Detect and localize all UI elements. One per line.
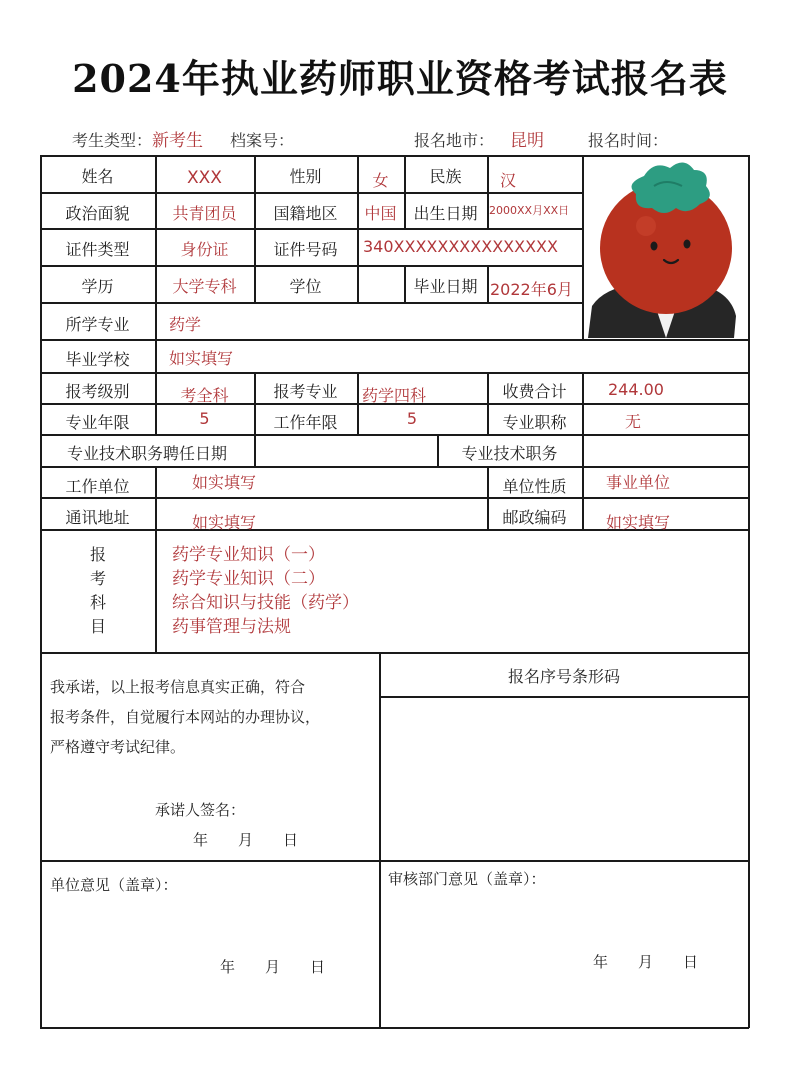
name-label: 姓名 bbox=[81, 167, 114, 186]
unit-nature-label: 单位性质 bbox=[502, 477, 567, 496]
birth-value: 2000XX月XX日 bbox=[489, 204, 570, 217]
grad-date-value: 2022年6月 bbox=[490, 280, 573, 299]
gender-label: 性别 bbox=[289, 167, 322, 186]
work-unit-label: 工作单位 bbox=[65, 477, 130, 496]
level-label: 报考级别 bbox=[65, 382, 130, 401]
address-label: 通讯地址 bbox=[65, 508, 130, 527]
subject-item: 药事管理与法规 bbox=[172, 617, 291, 637]
photo bbox=[584, 156, 747, 338]
barcode-label: 报名序号条形码 bbox=[507, 667, 620, 686]
time-label: 报名时间： bbox=[588, 131, 669, 150]
idtype-value: 身份证 bbox=[180, 240, 229, 259]
work-years-label: 工作年限 bbox=[273, 413, 338, 432]
gender-value: 女 bbox=[372, 171, 389, 190]
unit-opinion-date: 年 月 日 bbox=[220, 958, 326, 976]
pledge-date: 年 月 日 bbox=[193, 831, 299, 849]
title-label: 专业职称 bbox=[502, 413, 567, 432]
idnum-value: 340XXXXXXXXXXXXXXX bbox=[363, 237, 558, 256]
title-value: 无 bbox=[625, 412, 642, 431]
grad-date-label: 毕业日期 bbox=[413, 277, 478, 296]
review-opinion-label: 审核部门意见（盖章）： bbox=[388, 870, 546, 888]
subjects-label: 报 考 科 目 bbox=[89, 545, 106, 636]
major-years-label: 专业年限 bbox=[65, 413, 130, 432]
birth-label: 出生日期 bbox=[413, 204, 478, 223]
tech-post-label: 专业技术职务 bbox=[461, 444, 558, 463]
location-value: 昆明 bbox=[510, 131, 544, 151]
postcode-value: 如实填写 bbox=[606, 513, 671, 532]
postcode-label: 邮政编码 bbox=[502, 508, 567, 527]
nationality-label: 国籍地区 bbox=[273, 204, 338, 223]
tomato-avatar-icon bbox=[584, 156, 747, 338]
education-value: 大学专科 bbox=[172, 277, 237, 296]
location-label: 报名地市： bbox=[414, 131, 495, 150]
political-label: 政治面貌 bbox=[65, 204, 130, 223]
school-value: 如实填写 bbox=[169, 349, 234, 368]
type-value: 新考生 bbox=[152, 131, 203, 151]
page-title: 2024年执业药师职业资格考试报名表 bbox=[72, 56, 728, 101]
appoint-date-label: 专业技术职务聘任日期 bbox=[66, 444, 227, 463]
subject-item: 药学专业知识（一） bbox=[172, 545, 325, 565]
review-opinion-date: 年 月 日 bbox=[593, 953, 699, 971]
major-years-value: 5 bbox=[199, 409, 210, 428]
work-years-value: 5 bbox=[406, 409, 418, 428]
idtype-label: 证件类型 bbox=[65, 240, 130, 259]
fee-value: 244.00 bbox=[608, 380, 664, 399]
level-value: 考全科 bbox=[180, 386, 229, 405]
fee-label: 收费合计 bbox=[502, 382, 567, 401]
school-label: 毕业学校 bbox=[65, 350, 130, 369]
address-value: 如实填写 bbox=[192, 513, 257, 532]
exam-major-label: 报考专业 bbox=[273, 382, 338, 401]
major-label: 所学专业 bbox=[65, 315, 130, 334]
subjects-list bbox=[172, 543, 359, 639]
degree-label: 学位 bbox=[289, 277, 322, 296]
unit-nature-value: 事业单位 bbox=[606, 473, 671, 492]
type-label: 考生类型： bbox=[72, 131, 153, 150]
pledge-text: 我承诺，以上报考信息真实正确，符合 报考条件，自觉履行本网站的办理协议， 严格遵守考试纪律。 bbox=[50, 678, 321, 756]
subject-item: 综合知识与技能（药学） bbox=[172, 593, 359, 613]
major-value: 药学 bbox=[169, 315, 202, 334]
file-label: 档案号： bbox=[230, 131, 295, 150]
idnum-label: 证件号码 bbox=[273, 240, 338, 259]
subject-item: 药学专业知识（二） bbox=[172, 569, 325, 589]
education-label: 学历 bbox=[81, 277, 114, 296]
ethnicity-value: 汉 bbox=[500, 171, 517, 190]
signer-label: 承诺人签名： bbox=[155, 801, 246, 819]
exam-major-value: 药学四科 bbox=[362, 386, 427, 405]
unit-opinion-label: 单位意见（盖章）： bbox=[50, 876, 178, 894]
political-value: 共青团员 bbox=[172, 204, 237, 223]
work-unit-value: 如实填写 bbox=[192, 473, 257, 492]
nationality-value: 中国 bbox=[364, 204, 397, 223]
name-value: XXX bbox=[187, 168, 222, 188]
ethnicity-label: 民族 bbox=[429, 167, 462, 186]
